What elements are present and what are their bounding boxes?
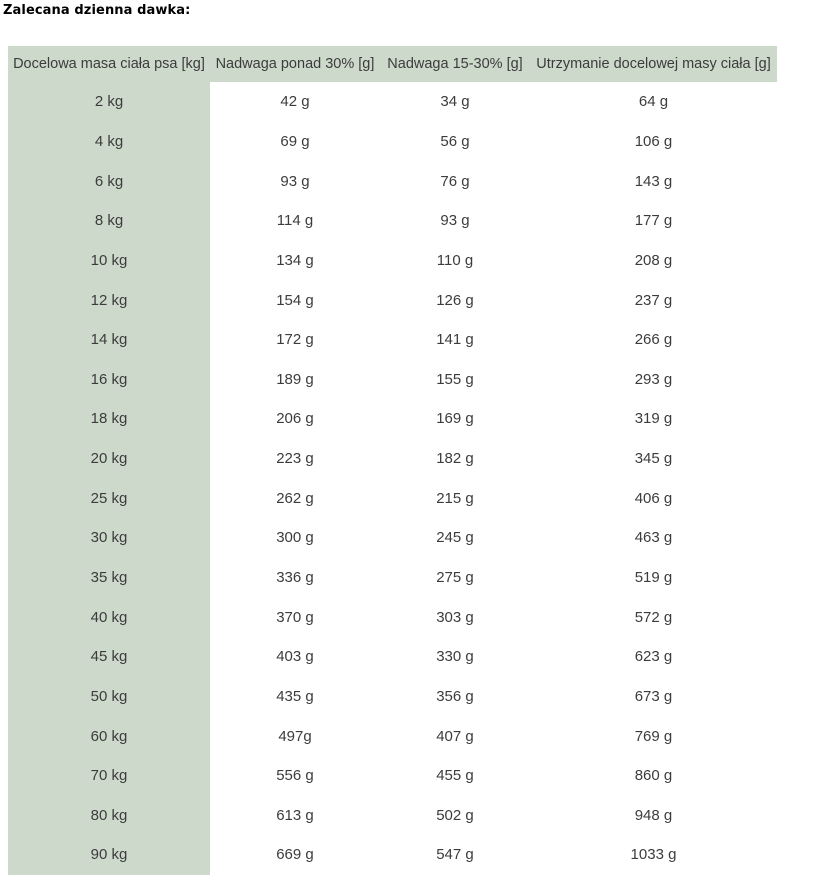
cell-overweight-30: 435 g: [276, 687, 314, 705]
table-row: [8, 677, 777, 717]
cell-target-weight: 40 kg: [8, 597, 210, 637]
cell-maintenance: 673 g: [634, 687, 673, 705]
cell-maintenance: 64 g: [638, 93, 669, 111]
cell-target-weight: 60 kg: [8, 716, 210, 756]
cell-target-weight: 2 kg: [8, 82, 210, 122]
cell-overweight-30: 189 g: [276, 370, 314, 388]
cell-overweight-15-30: 330 g: [436, 648, 474, 666]
cell-target-weight: 6 kg: [8, 161, 210, 201]
daily-dose-table: [8, 46, 777, 875]
table-row: [8, 756, 777, 796]
cell-overweight-30: 134 g: [276, 251, 314, 269]
cell-overweight-15-30: 169 g: [436, 410, 474, 428]
cell-target-weight: 50 kg: [8, 677, 210, 717]
table-row: [8, 320, 777, 360]
cell-target-weight: 16 kg: [8, 359, 210, 399]
cell-overweight-15-30: 56 g: [440, 132, 470, 150]
cell-overweight-15-30: 275 g: [436, 569, 474, 586]
column-header-overweight-15-30: Nadwaga 15-30% [g]: [387, 56, 523, 72]
cell-target-weight: 20 kg: [8, 439, 210, 479]
table-row: [8, 478, 777, 518]
column-header-overweight-30: Nadwaga ponad 30% [g]: [215, 56, 375, 72]
table-row: [8, 359, 777, 399]
cell-target-weight: 25 kg: [8, 478, 210, 518]
cell-target-weight: 35 kg: [8, 558, 210, 598]
table-row: [8, 201, 777, 241]
cell-target-weight: 45 kg: [8, 637, 210, 677]
cell-target-weight: 30 kg: [8, 518, 210, 558]
cell-maintenance: 237 g: [634, 291, 673, 309]
cell-overweight-15-30: 547 g: [436, 846, 474, 864]
cell-overweight-15-30: 76 g: [440, 172, 470, 190]
cell-maintenance: 266 g: [634, 331, 673, 349]
cell-overweight-15-30: 141 g: [436, 331, 474, 349]
table-row: [8, 280, 777, 320]
cell-overweight-30: 497g: [278, 727, 312, 745]
cell-target-weight: 80 kg: [8, 796, 210, 836]
cell-maintenance: 623 g: [634, 648, 673, 666]
cell-overweight-30: 223 g: [276, 450, 314, 468]
cell-overweight-15-30: 356 g: [436, 687, 474, 705]
cell-target-weight: 8 kg: [8, 201, 210, 241]
table-row: [8, 122, 777, 162]
cell-overweight-15-30: 110 g: [436, 251, 474, 269]
cell-target-weight: 18 kg: [8, 399, 210, 439]
cell-overweight-15-30: 93 g: [440, 212, 470, 230]
cell-target-weight: 12 kg: [8, 280, 210, 320]
cell-maintenance: 319 g: [634, 410, 673, 428]
cell-overweight-30: 172 g: [276, 331, 314, 349]
cell-maintenance: 463 g: [634, 529, 673, 547]
table-row: [8, 241, 777, 281]
table-header-row: [8, 46, 777, 82]
cell-overweight-15-30: 502 g: [436, 806, 474, 824]
cell-overweight-15-30: 215 g: [436, 489, 474, 507]
cell-target-weight: 10 kg: [8, 241, 210, 281]
cell-overweight-15-30: 34 g: [440, 93, 470, 111]
cell-overweight-30: 114 g: [276, 212, 314, 230]
cell-maintenance: 106 g: [634, 132, 673, 150]
table-row: [8, 597, 777, 637]
cell-maintenance: 406 g: [634, 489, 673, 507]
table-row: [8, 637, 777, 677]
page-title: Zalecana dzienna dawka:: [3, 3, 191, 18]
cell-overweight-30: 336 g: [276, 569, 314, 586]
cell-maintenance: 860 g: [634, 767, 673, 785]
column-header-maintenance: Utrzymanie docelowej masy ciała [g]: [536, 56, 771, 72]
cell-overweight-30: 300 g: [276, 529, 314, 547]
cell-overweight-30: 206 g: [276, 410, 314, 428]
cell-maintenance: 345 g: [634, 450, 673, 468]
column-header-target-weight: Docelowa masa ciała psa [kg]: [13, 56, 205, 72]
table-row: [8, 796, 777, 836]
cell-target-weight: 70 kg: [8, 756, 210, 796]
table-row: [8, 399, 777, 439]
cell-overweight-30: 613 g: [276, 806, 314, 824]
cell-overweight-15-30: 155 g: [436, 370, 474, 388]
cell-overweight-15-30: 126 g: [436, 291, 474, 309]
cell-overweight-15-30: 303 g: [436, 608, 474, 626]
cell-overweight-15-30: 182 g: [436, 450, 474, 468]
cell-overweight-15-30: 407 g: [436, 727, 474, 745]
cell-overweight-30: 69 g: [280, 132, 310, 150]
cell-overweight-30: 42 g: [280, 93, 310, 111]
cell-overweight-30: 556 g: [276, 767, 314, 785]
cell-maintenance: 293 g: [634, 370, 673, 388]
table-row: [8, 82, 777, 122]
table-row: [8, 439, 777, 479]
cell-maintenance: 208 g: [634, 251, 673, 269]
cell-maintenance: 572 g: [634, 608, 673, 626]
cell-overweight-30: 403 g: [276, 648, 314, 666]
table-row: [8, 518, 777, 558]
cell-target-weight: 90 kg: [8, 835, 210, 875]
cell-overweight-30: 154 g: [276, 291, 314, 309]
cell-overweight-30: 669 g: [276, 846, 314, 864]
table-body: [8, 82, 777, 875]
cell-maintenance: 177 g: [634, 212, 673, 230]
table-row: [8, 558, 777, 598]
table-row: [8, 161, 777, 201]
cell-target-weight: 4 kg: [8, 122, 210, 162]
cell-maintenance: 143 g: [634, 172, 673, 190]
cell-maintenance: 519 g: [634, 569, 673, 586]
cell-overweight-30: 262 g: [276, 489, 314, 507]
table-row: [8, 835, 777, 875]
cell-overweight-15-30: 245 g: [436, 529, 474, 547]
cell-maintenance: 1033 g: [630, 846, 677, 864]
cell-overweight-30: 93 g: [280, 172, 310, 190]
cell-maintenance: 948 g: [634, 806, 673, 824]
cell-maintenance: 769 g: [634, 727, 673, 745]
cell-overweight-15-30: 455 g: [436, 767, 474, 785]
cell-target-weight: 14 kg: [8, 320, 210, 360]
cell-overweight-30: 370 g: [276, 608, 314, 626]
table-row: [8, 716, 777, 756]
